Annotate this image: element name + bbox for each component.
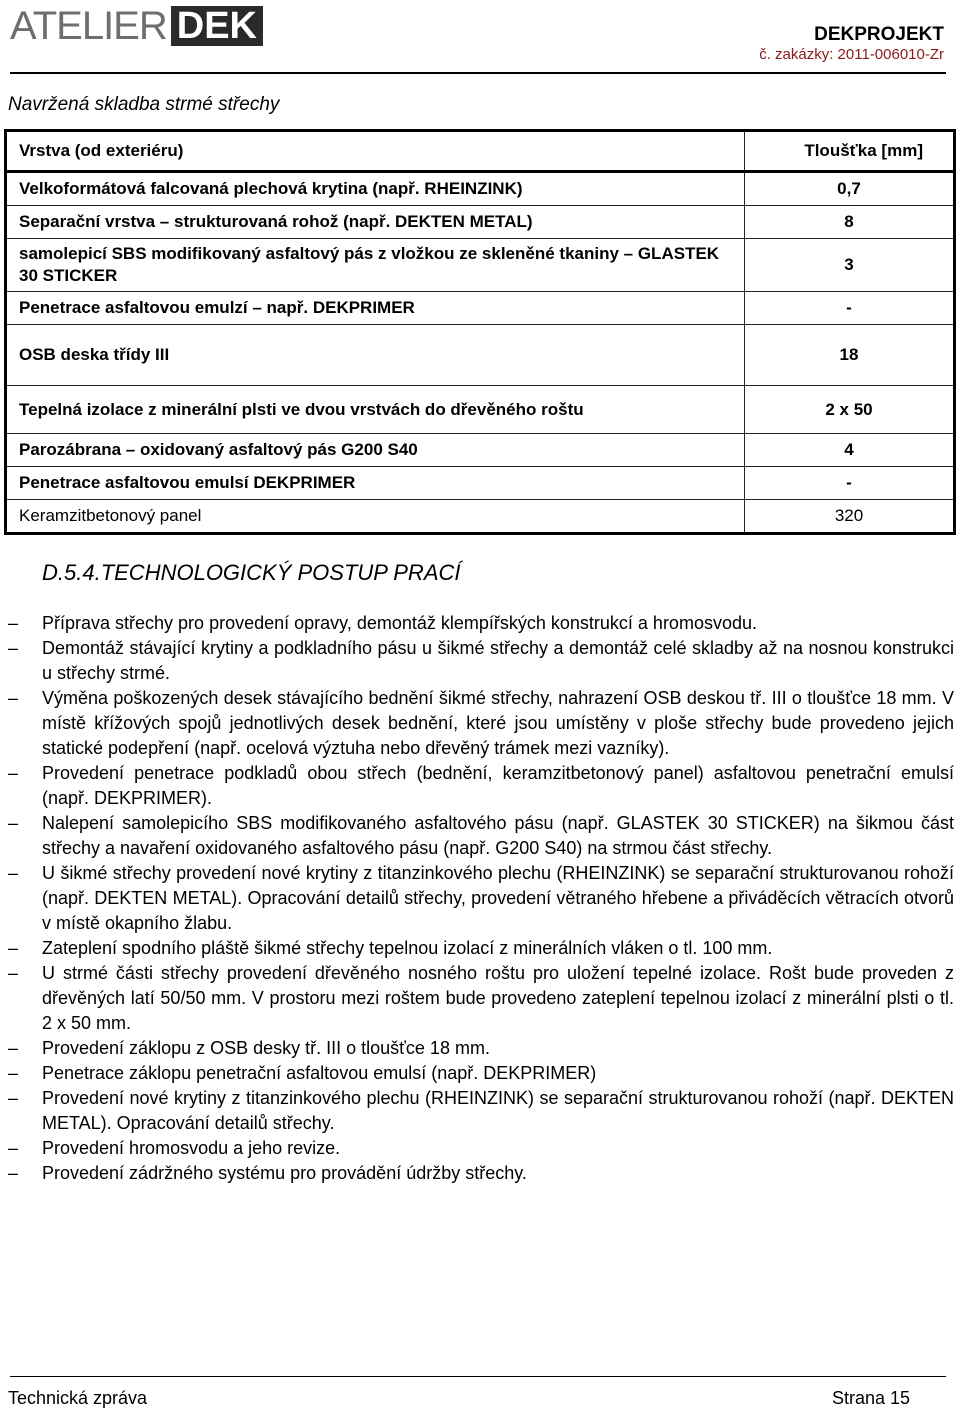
step-text: Zateplení spodního pláště šikmé střechy tepelnou izolací z minerálních vláken o tl. 100 mm. xyxy=(42,938,773,958)
table-row xyxy=(6,206,955,239)
layer-cell: Penetrace asfaltovou emulsí DEKPRIMER xyxy=(6,467,745,500)
bullet-dash: – xyxy=(8,763,19,783)
table-row xyxy=(6,172,955,206)
list-item xyxy=(8,1036,954,1061)
column-header-layer: Vrstva (od exteriéru) xyxy=(6,131,745,172)
list-item xyxy=(8,761,954,811)
thickness-cell: - xyxy=(745,292,955,325)
layer-cell: Tepelná izolace z minerální plsti ve dvou vrstvách do dřevěného roštu xyxy=(6,386,745,434)
step-text: Provedení zádržného systému pro provádění údržby střechy. xyxy=(42,1163,527,1183)
header-divider xyxy=(10,72,946,74)
bullet-dash: – xyxy=(8,613,19,633)
list-item xyxy=(8,1161,954,1186)
bullet-dash: – xyxy=(8,963,19,983)
procedure-steps-list xyxy=(8,611,954,1186)
thickness-cell: 18 xyxy=(745,325,955,386)
footer-page-number: Strana 15 xyxy=(831,1388,910,1408)
step-text: Provedení hromosvodu a jeho revize. xyxy=(42,1138,341,1158)
thickness-cell: 320 xyxy=(745,500,955,534)
table-row xyxy=(6,325,955,386)
list-item xyxy=(8,686,954,761)
table-row xyxy=(6,434,955,467)
thickness-cell: 0,7 xyxy=(745,172,955,206)
project-name: DEKPROJEKT xyxy=(814,24,944,45)
step-text: Demontáž stávající krytiny a podkladního pásu u šikmé střechy a demontáž celé skladby až na nosnou konstrukci u střechy strmé. xyxy=(42,638,954,683)
list-item xyxy=(8,611,954,636)
table-header-row xyxy=(6,131,955,172)
bullet-dash: – xyxy=(8,938,19,958)
table-row xyxy=(6,467,955,500)
step-text: Penetrace záklopu penetrační asfaltovou emulsí (např. DEKPRIMER) xyxy=(42,1063,597,1083)
procedure-heading: D.5.4.TECHNOLOGICKÝ POSTUP PRACÍ xyxy=(42,560,461,585)
layer-cell: Parozábrana – oxidovaný asfaltový pás G200 S40 xyxy=(6,434,745,467)
layer-cell: Velkoformátová falcovaná plechová krytina (např. RHEINZINK) xyxy=(6,172,745,206)
logo-text-dek: DEK xyxy=(171,6,263,46)
table-row xyxy=(6,292,955,325)
bullet-dash: – xyxy=(8,688,19,708)
list-item xyxy=(8,1086,954,1136)
step-text: Nalepení samolepicího SBS modifikovaného asfaltového pásu (např. GLASTEK 30 STICKER) na šikmou část střechy a navaření oxidovaného asfaltového pásu (např. G200 S40) na strmou část střechy. xyxy=(42,813,954,858)
layer-cell: OSB deska třídy III xyxy=(6,325,745,386)
layer-cell: samolepicí SBS modifikovaný asfaltový pás z vložkou ze skleněné tkaniny – GLASTEK 30 STICKER xyxy=(6,239,745,292)
column-header-thickness: Tloušťka [mm] xyxy=(745,131,955,172)
bullet-dash: – xyxy=(8,1063,19,1083)
thickness-cell: 2 x 50 xyxy=(745,386,955,434)
bullet-dash: – xyxy=(8,1163,19,1183)
bullet-dash: – xyxy=(8,1088,19,1108)
list-item xyxy=(8,936,954,961)
table-row xyxy=(6,239,955,292)
step-text: U strmé části střechy provedení dřevěného nosného roštu pro uložení tepelné izolace. Rošt bude proveden z dřevěných latí 50/50 mm. V prostoru mezi roštem bude provedeno zateplení tepelnou izolací z minerální plsti o tl. 2 x 50 mm. xyxy=(42,963,954,1033)
bullet-dash: – xyxy=(8,638,19,658)
layer-cell: Penetrace asfaltovou emulzí – např. DEKPRIMER xyxy=(6,292,745,325)
step-text: Provedení nové krytiny z titanzinkového plechu (RHEINZINK) se separační strukturovanou rohoží (např. DEKTEN METAL). Opracování detailů střechy. xyxy=(42,1088,954,1133)
bullet-dash: – xyxy=(8,1138,19,1158)
footer-document-name: Technická zpráva xyxy=(8,1388,148,1408)
layer-cell: Keramzitbetonový panel xyxy=(6,500,745,534)
logo-text-atelier: ATELIER xyxy=(10,4,167,48)
thickness-cell: 4 xyxy=(745,434,955,467)
bullet-dash: – xyxy=(8,1038,19,1058)
order-number: č. zakázky: 2011-006010-Zr xyxy=(759,46,944,63)
list-item xyxy=(8,861,954,936)
step-text: Výměna poškozených desek stávajícího bednění šikmé střechy, nahrazení OSB deskou tř. III o tloušťce 18 mm. V místě křížových spojů jednotlivých desek bednění, které jsou umístěny v ploše střechy bude provedeno jejich statické podepření (např. ocelová výztuha nebo dřevěný trámek mezi vazníky). xyxy=(42,688,954,758)
table-row xyxy=(6,500,955,534)
step-text: Provedení záklopu z OSB desky tř. III o tloušťce 18 mm. xyxy=(42,1038,490,1058)
list-item xyxy=(8,1136,954,1161)
list-item xyxy=(8,1061,954,1086)
layer-cell: Separační vrstva – strukturovaná rohož (např. DEKTEN METAL) xyxy=(6,206,745,239)
table-row xyxy=(6,386,955,434)
step-text: Provedení penetrace podkladů obou střech (bednění, keramzitbetonový panel) asfaltovou penetrační emulsí (např. DEKPRIMER). xyxy=(42,763,954,808)
header-project-info xyxy=(759,24,944,64)
footer-divider xyxy=(10,1376,946,1377)
company-logo xyxy=(10,6,263,46)
thickness-cell: - xyxy=(745,467,955,500)
bullet-dash: – xyxy=(8,863,19,883)
list-item xyxy=(8,961,954,1036)
roof-composition-table xyxy=(4,129,956,535)
thickness-cell: 3 xyxy=(745,239,955,292)
list-item xyxy=(8,636,954,686)
step-text: Příprava střechy pro provedení opravy, demontáž klempířských konstrukcí a hromosvodu. xyxy=(42,613,757,633)
step-text: U šikmé střechy provedení nové krytiny z titanzinkového plechu (RHEINZINK) se separační strukturovanou rohoží (např. DEKTEN METAL). Opracování detailů střechy, provedení větraného hřebene a přiváděcích větracích otvorů v místě okapního žlabu. xyxy=(42,863,954,933)
section-title: Navržená skladba strmé střechy xyxy=(8,94,280,115)
thickness-cell: 8 xyxy=(745,206,955,239)
list-item xyxy=(8,811,954,861)
bullet-dash: – xyxy=(8,813,19,833)
